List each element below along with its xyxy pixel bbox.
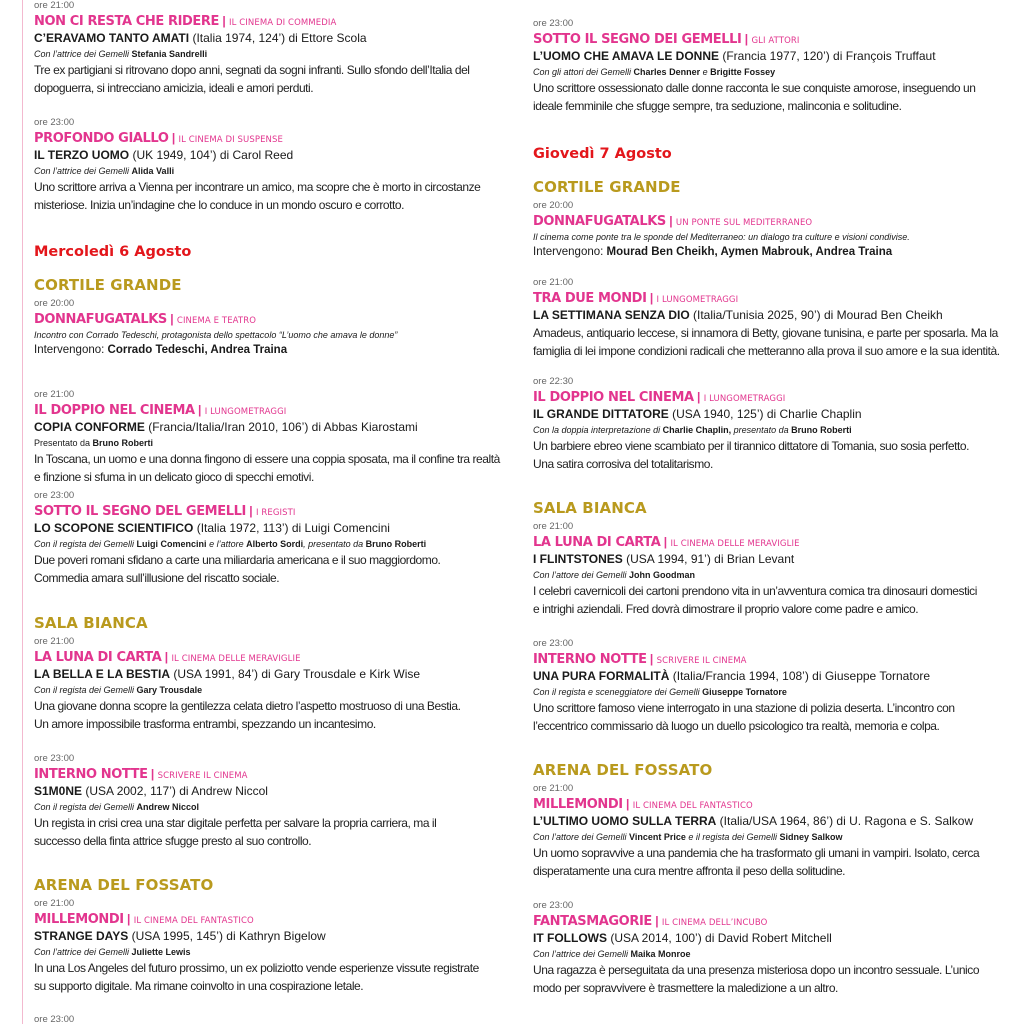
guest-note: Con il regista dei Gemelli Luigi Comencini e l’attore Alberto Sordi, presentato da Bruno Roberti xyxy=(34,539,427,549)
venue-heading: CORTILE GRANDE xyxy=(34,276,182,294)
event xyxy=(34,1014,504,1026)
series-name: SOTTO IL SEGNO DEL GEMELLI xyxy=(34,504,246,519)
film-title: IT FOLLOWS xyxy=(533,931,607,945)
series-category: IL CINEMA DEL FANTASTICO xyxy=(632,801,753,811)
film-description: Un uomo sopravvive a una pandemia che ha trasformato gli umani in vampiri. Isolato, cerca disperatamente una cura mentre affronta il peso della solitudine. xyxy=(533,846,980,878)
film-description: Uno scrittore arriva a Vienna per incontrare un amico, ma scopre che è morto in circostanze misteriose. Inizia un’indagine che lo conduce in un mondo oscuro e corrotto. xyxy=(34,180,481,212)
film-details: (Italia/USA 1964, 86’) di U. Ragona e S. Salkow xyxy=(716,814,974,828)
event-series: DONNAFUGATALKS | CINEMA E TEATRO xyxy=(34,312,257,327)
guest-name: Vincent Price xyxy=(629,832,686,842)
venue-heading: ARENA DEL FOSSATO xyxy=(34,876,214,894)
film-title: L’ULTIMO UOMO SULLA TERRA xyxy=(533,814,717,828)
event-series: LA LUNA DI CARTA | IL CINEMA DELLE MERAVIGLIE xyxy=(533,535,800,550)
film-title: LA SETTIMANA SENZA DIO xyxy=(533,308,690,322)
event-time: ore 23:00 xyxy=(34,1014,75,1025)
day-heading: Mercoledì 6 Agosto xyxy=(34,244,192,260)
event-series: IL DOPPIO NEL CINEMA | I LUNGOMETRAGGI xyxy=(533,390,786,405)
film-title: STRANGE DAYS xyxy=(34,929,129,943)
venue-heading: SALA BIANCA xyxy=(34,614,148,632)
event-series: PROFONDO GIALLO | IL CINEMA DI SUSPENSE xyxy=(34,131,283,146)
film-title: S1M0NE xyxy=(34,784,83,798)
series-category: IL CINEMA DELLE MERAVIGLIE xyxy=(171,654,301,664)
event-time: ore 21:00 xyxy=(34,0,75,11)
event-series: DONNAFUGATALKS | UN PONTE SUL MEDITERRANEO xyxy=(533,214,813,229)
film-details: (UK 1949, 104’) di Carol Reed xyxy=(129,148,294,162)
event-series: IL DOPPIO NEL CINEMA | I LUNGOMETRAGGI xyxy=(34,403,287,418)
event xyxy=(34,636,504,733)
event-series: INTERNO NOTTE | SCRIVERE IL CINEMA xyxy=(533,652,747,667)
film-line xyxy=(34,928,504,945)
guest-name: Stefania Sandrelli xyxy=(131,49,208,59)
film-line xyxy=(34,419,504,436)
talk-speakers: Intervengono: Mourad Ben Cheikh, Aymen Mabrouk, Andrea Traina xyxy=(533,246,893,258)
film-details: (USA 1994, 91’) di Brian Levant xyxy=(622,552,795,566)
series-name: TRA DUE MONDI xyxy=(533,291,647,306)
series-name: DONNAFUGATALKS xyxy=(34,312,167,327)
event xyxy=(533,376,1003,473)
series-name: NON CI RESTA CHE RIDERE xyxy=(34,14,219,29)
film-details: (USA 2014, 100’) di David Robert Mitchell xyxy=(607,931,832,945)
event-time: ore 21:00 xyxy=(533,277,574,288)
event-series: LA LUNA DI CARTA | IL CINEMA DELLE MERAVIGLIE xyxy=(34,650,301,665)
event xyxy=(34,898,504,995)
guest-note: Presentato da Bruno Roberti xyxy=(34,438,154,448)
guest-name: John Goodman xyxy=(629,570,696,580)
guest-note: Con il regista dei Gemelli Andrew Niccol xyxy=(34,802,200,812)
film-line xyxy=(533,551,1003,568)
event-time: ore 21:00 xyxy=(533,783,574,794)
guest-name: Alberto Sordi xyxy=(246,539,304,549)
guest-name: Sidney Salkow xyxy=(779,832,843,842)
guest-name: Charlie Chaplin, xyxy=(662,425,732,435)
guest-note: Con gli attori dei Gemelli Charles Denner e Brigitte Fossey xyxy=(533,67,776,77)
film-description: Due poveri romani sfidano a carte una miliardaria americana e il suo maggiordomo. Commedia amara sull’illusione del riscatto sociale. xyxy=(34,553,441,585)
film-line xyxy=(34,666,504,683)
guest-name: Brigitte Fossey xyxy=(710,67,776,77)
guest-note: Con l’attrice dei Gemelli Maika Monroe xyxy=(533,949,691,959)
film-details: (USA 1940, 125’) di Charlie Chaplin xyxy=(668,407,862,421)
event-series: NON CI RESTA CHE RIDERE | IL CINEMA DI COMMEDIA xyxy=(34,14,337,29)
series-name: SOTTO IL SEGNO DEI GEMELLI xyxy=(533,32,742,47)
event xyxy=(34,0,504,97)
event-time: ore 23:00 xyxy=(34,490,75,501)
event-time: ore 20:00 xyxy=(34,298,75,309)
series-name: FANTASMAGORIE xyxy=(533,914,652,929)
series-name: LA LUNA DI CARTA xyxy=(533,535,661,550)
film-line xyxy=(533,406,1003,423)
talk-speakers: Intervengono: Corrado Tedeschi, Andrea Traina xyxy=(34,344,288,356)
film-title: LA BELLA E LA BESTIA xyxy=(34,667,170,681)
series-category: SCRIVERE IL CINEMA xyxy=(157,771,248,781)
film-line xyxy=(34,520,504,537)
series-category: I LUNGOMETRAGGI xyxy=(703,394,786,404)
guest-name: Bruno Roberti xyxy=(92,438,154,448)
guest-note: Con il regista dei Gemelli Gary Trousdale xyxy=(34,685,203,695)
series-category: IL CINEMA DELLE MERAVIGLIE xyxy=(670,539,800,549)
film-description: Amadeus, antiquario leccese, si innamora di Betty, giovane tunisina, e parte per sposarla. Ma la famiglia di lei impone condizioni radicali che metteranno alla prova il suo amore e la sua identità. xyxy=(533,326,1000,358)
event-series: MILLEMONDI | IL CINEMA DEL FANTASTICO xyxy=(533,797,753,812)
film-line xyxy=(533,668,1003,685)
film-details: (USA 2002, 117’) di Andrew Niccol xyxy=(82,784,268,798)
series-name: INTERNO NOTTE xyxy=(533,652,647,667)
film-description: In Toscana, un uomo e una donna fingono di essere una coppia sposata, ma il confine tra realtà e finzione si sfuma in un delicato gioco di specchi emotivi. xyxy=(34,452,500,484)
event-series: FANTASMAGORIE | IL CINEMA DELL’INCUBO xyxy=(533,914,768,929)
guest-name: Andrew Niccol xyxy=(136,802,200,812)
event-series: SOTTO IL SEGNO DEL GEMELLI | I REGISTI xyxy=(34,504,296,519)
event-time: ore 21:00 xyxy=(533,521,574,532)
event-time: ore 23:00 xyxy=(533,900,574,911)
event xyxy=(34,490,504,587)
series-category: UN PONTE SUL MEDITERRANEO xyxy=(675,218,813,228)
series-category: IL CINEMA DI SUSPENSE xyxy=(178,135,283,145)
film-line xyxy=(34,30,504,47)
event-time: ore 21:00 xyxy=(34,636,75,647)
film-description: Uno scrittore famoso viene interrogato in una stazione di polizia deserta. L’incontro con l’eccentrico commissario dà luogo un duello psicologico tra realtà, memoria e colpa. xyxy=(533,701,955,733)
film-details: (USA 1995, 145’) di Kathryn Bigelow xyxy=(128,929,326,943)
venue-heading: ARENA DEL FOSSATO xyxy=(533,761,713,779)
left-margin-rule xyxy=(22,0,23,1024)
series-category: I LUNGOMETRAGGI xyxy=(204,407,287,417)
guest-name: Juliette Lewis xyxy=(131,947,191,957)
guest-note: Con l’attrice dei Gemelli Stefania Sandrelli xyxy=(34,49,208,59)
film-details: (Italia 1974, 124’) di Ettore Scola xyxy=(189,31,367,45)
film-description: Tre ex partigiani si ritrovano dopo anni, segnati da sogni infranti. Sullo sfondo dell’Italia del dopoguerra, si intrecciano amicizia, ideali e amori perduti. xyxy=(34,63,470,95)
guest-name: Bruno Roberti xyxy=(365,539,427,549)
film-line xyxy=(533,48,1003,65)
event xyxy=(533,900,1003,997)
series-name: LA LUNA DI CARTA xyxy=(34,650,162,665)
series-category: SCRIVERE IL CINEMA xyxy=(656,656,747,666)
film-description: Una giovane donna scopre la gentilezza celata dietro l’aspetto mostruoso di una Bestia. Un amore impossibile trasforma entrambi, spezzando un incantesimo. xyxy=(34,699,461,731)
event xyxy=(34,753,504,850)
talk-event xyxy=(533,200,1003,261)
film-line xyxy=(34,783,504,800)
talk-note: Il cinema come ponte tra le sponde del Mediterraneo: un dialogo tra culture e visioni condivise. xyxy=(533,232,910,242)
film-line xyxy=(533,307,1003,324)
event xyxy=(533,783,1003,880)
event-series: MILLEMONDI | IL CINEMA DEL FANTASTICO xyxy=(34,912,254,927)
film-details: (Francia 1977, 120’) di François Truffaut xyxy=(719,49,936,63)
series-name: IL DOPPIO NEL CINEMA xyxy=(34,403,195,418)
series-category: IL CINEMA DELL’INCUBO xyxy=(661,918,768,928)
event xyxy=(533,277,1003,360)
event-time: ore 21:00 xyxy=(34,389,75,400)
film-details: (Italia 1972, 113’) di Luigi Comencini xyxy=(193,521,390,535)
film-details: (Francia/Italia/Iran 2010, 106’) di Abbas Kiarostami xyxy=(144,420,418,434)
series-category: I LUNGOMETRAGGI xyxy=(656,295,739,305)
film-title: UNA PURA FORMALITÀ xyxy=(533,669,670,683)
film-title: I FLINTSTONES xyxy=(533,552,623,566)
guest-name: Maika Monroe xyxy=(630,949,691,959)
series-name: DONNAFUGATALKS xyxy=(533,214,666,229)
event xyxy=(34,117,504,214)
film-title: IL GRANDE DITTATORE xyxy=(533,407,669,421)
event-series: INTERNO NOTTE | SCRIVERE IL CINEMA xyxy=(34,767,248,782)
film-title: L’UOMO CHE AMAVA LE DONNE xyxy=(533,49,719,63)
series-category: IL CINEMA DEL FANTASTICO xyxy=(133,916,254,926)
film-description: I celebri cavernicoli dei cartoni prendono vita in un’avventura comica tra dinosauri domestici e intrighi aziendali. Fred dovrà dimostrare il proprio valore come padre e amico. xyxy=(533,584,977,616)
guest-name: Bruno Roberti xyxy=(791,425,852,435)
film-details: (Italia/Tunisia 2025, 90’) di Mourad Ben Cheikh xyxy=(689,308,943,322)
series-category: I REGISTI xyxy=(255,508,296,518)
guest-note: Con l’attrice dei Gemelli Juliette Lewis xyxy=(34,947,191,957)
film-description: In una Los Angeles del futuro prossimo, un ex poliziotto vende esperienze vissute registrate su supporto digitale. Ma rimane coinvolto in una cospirazione letale. xyxy=(34,961,479,993)
guest-name: Alida Valli xyxy=(131,166,175,176)
film-title: C’ERAVAMO TANTO AMATI xyxy=(34,31,190,45)
guest-name: Giuseppe Tornatore xyxy=(702,687,787,697)
event-time: ore 20:00 xyxy=(533,200,574,211)
event-time: ore 23:00 xyxy=(533,638,574,649)
film-title: COPIA CONFORME xyxy=(34,420,145,434)
event-series: SOTTO IL SEGNO DEI GEMELLI | GLI ATTORI xyxy=(533,32,800,47)
film-title: IL TERZO UOMO xyxy=(34,148,130,162)
guest-note: Con l’attore dei Gemelli John Goodman xyxy=(533,570,696,580)
series-category: CINEMA E TEATRO xyxy=(176,316,257,326)
film-line xyxy=(533,813,1003,830)
talk-note: Incontro con Corrado Tedeschi, protagonista dello spettacolo “L’uomo che amava le donne” xyxy=(34,330,398,340)
event xyxy=(533,18,1003,115)
event-series: TRA DUE MONDI | I LUNGOMETRAGGI xyxy=(533,291,739,306)
film-description: Una ragazza è perseguitata da una presenza misteriosa dopo un incontro sessuale. L’unico modo per sopravvivere è trasmettere la maledizione a un altro. xyxy=(533,963,980,995)
guest-name: Luigi Comencini xyxy=(136,539,207,549)
series-name: INTERNO NOTTE xyxy=(34,767,148,782)
film-title: LO SCOPONE SCIENTIFICO xyxy=(34,521,194,535)
talk-event xyxy=(34,298,504,359)
guest-note: Con il regista e sceneggiatore dei Gemelli Giuseppe Tornatore xyxy=(533,687,787,697)
event xyxy=(533,638,1003,735)
guest-name: Charles Denner xyxy=(633,67,701,77)
event-time: ore 23:00 xyxy=(34,753,75,764)
series-name: IL DOPPIO NEL CINEMA xyxy=(533,390,694,405)
series-category: IL CINEMA DI COMMEDIA xyxy=(229,18,337,28)
event-time: ore 21:00 xyxy=(34,898,75,909)
film-description: Uno scrittore ossessionato dalle donne racconta le sue conquiste amorose, inseguendo un ideale femminile che sfugge sempre, tra seduzione, malinconia e solitudine. xyxy=(533,81,976,113)
film-details: (USA 1991, 84’) di Gary Trousdale e Kirk Wise xyxy=(170,667,421,681)
day-heading: Giovedì 7 Agosto xyxy=(533,146,672,162)
event-time: ore 23:00 xyxy=(533,18,574,29)
film-details: (Italia/Francia 1994, 108’) di Giuseppe Tornatore xyxy=(669,669,931,683)
event xyxy=(34,389,504,486)
guest-note: Con l’attrice dei Gemelli Alida Valli xyxy=(34,166,175,176)
venue-heading: SALA BIANCA xyxy=(533,499,647,517)
series-name: PROFONDO GIALLO xyxy=(34,131,169,146)
series-category: GLI ATTORI xyxy=(751,36,800,46)
guest-name: Gary Trousdale xyxy=(136,685,203,695)
film-line xyxy=(34,147,504,164)
film-description: Un regista in crisi crea una star digitale perfetta per salvare la propria carriera, ma il successo della finta attrice sfugge presto al suo controllo. xyxy=(34,816,437,848)
event-time: ore 22:30 xyxy=(533,376,574,387)
series-name: MILLEMONDI xyxy=(533,797,623,812)
film-line xyxy=(533,930,1003,947)
series-name: MILLEMONDI xyxy=(34,912,124,927)
guest-note: Con la doppia interpretazione di Charlie Chaplin, presentato da Bruno Roberti xyxy=(533,425,852,435)
event xyxy=(533,521,1003,618)
venue-heading: CORTILE GRANDE xyxy=(533,178,681,196)
film-description: Un barbiere ebreo viene scambiato per il tirannico dittatore di Tomania, suo sosia perfetto. Una satira corrosiva del totalitarismo. xyxy=(533,439,969,471)
event-time: ore 23:00 xyxy=(34,117,75,128)
guest-note: Con l’attore dei Gemelli Vincent Price e il regista dei Gemelli Sidney Salkow xyxy=(533,832,843,842)
